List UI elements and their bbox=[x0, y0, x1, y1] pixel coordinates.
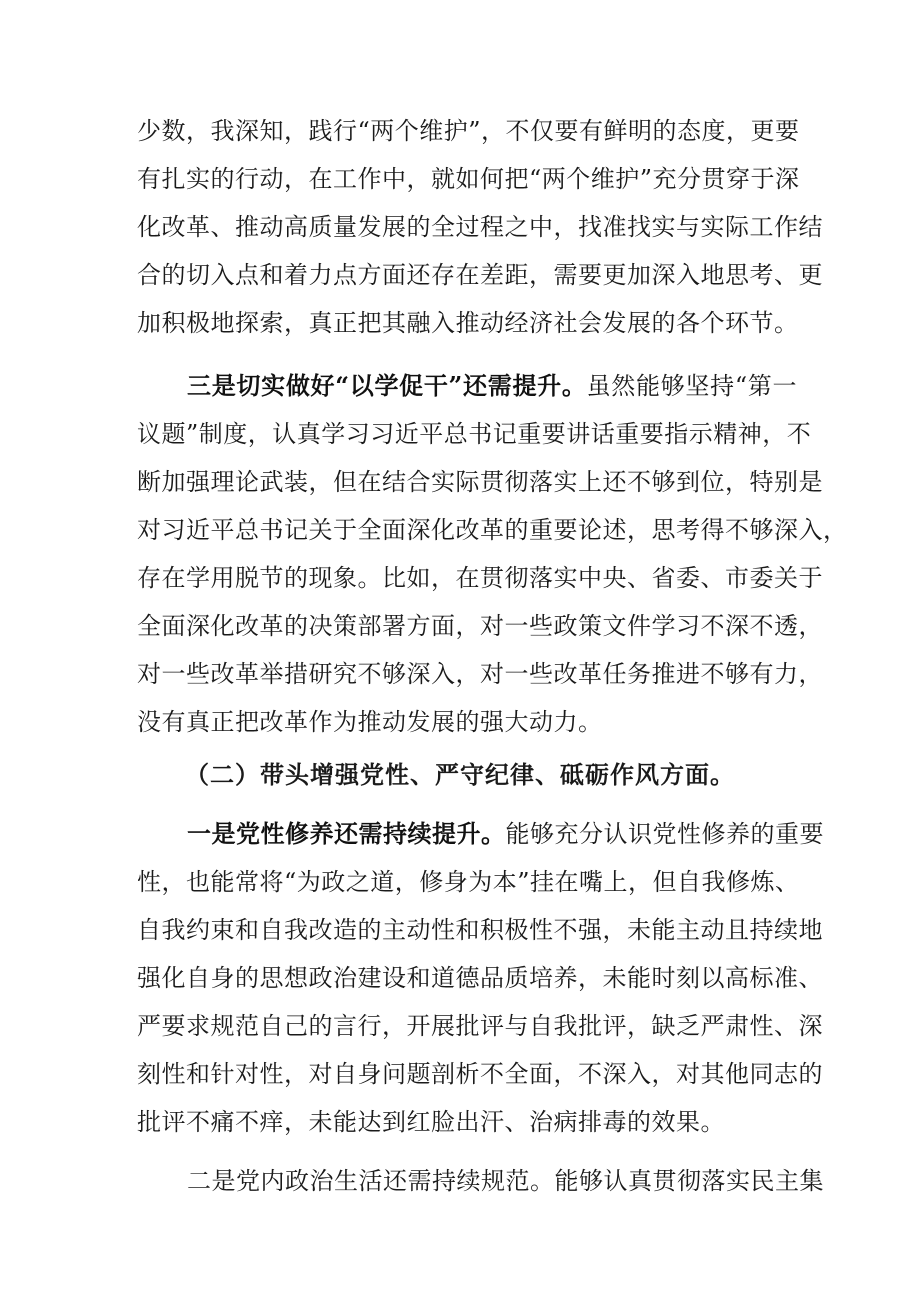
paragraph-2-line-6: 全面深化改革的决策部署方面，对一些政策文件学习不深不透， bbox=[137, 612, 823, 640]
paragraph-2-line-2: 议题”制度，认真学习习近平总书记重要讲话重要指示精神，不 bbox=[137, 420, 812, 448]
paragraph-2-first-rest: 虽然能够坚持“第一 bbox=[586, 372, 797, 400]
paragraph-2-line-1 bbox=[187, 362, 797, 410]
paragraph-2-line-7: 对一些改革举措研究不够深入，对一些改革任务推进不够有力， bbox=[137, 660, 823, 688]
paragraph-1-line-3: 化改革、推动高质量发展的全过程之中，找准找实与实际工作结 bbox=[137, 213, 823, 241]
paragraph-3-line-3: 自我约束和自我改造的主动性和积极性不强，未能主动且持续地 bbox=[137, 916, 823, 944]
paragraph-1-line-2: 有扎实的行动，在工作中，就如何把“两个维护”充分贯穿于深 bbox=[137, 165, 800, 193]
paragraph-4-line-1: 二是党内政治生活还需持续规范。能够认真贯彻落实民主集 bbox=[187, 1167, 824, 1195]
paragraph-3-line-4: 强化自身的思想政治建设和道德品质培养，未能时刻以高标准、 bbox=[137, 964, 823, 992]
paragraph-3-line-1 bbox=[187, 810, 824, 858]
paragraph-1-line-4: 合的切入点和着力点方面还存在差距，需要更加深入地思考、更 bbox=[137, 261, 823, 289]
paragraph-2-lead: 三是切实做好“以学促干”还需提升。 bbox=[187, 371, 587, 400]
paragraph-3-line-5: 严要求规范自己的言行，开展批评与自我批评，缺乏严肃性、深 bbox=[137, 1012, 823, 1040]
paragraph-2-line-8: 没有真正把改革作为推动发展的强大动力。 bbox=[137, 708, 603, 736]
paragraph-2-line-3: 断加强理论武装，但在结合实际贯彻落实上还不够到位，特别是 bbox=[137, 468, 823, 496]
paragraph-2-line-4: 对习近平总书记关于全面深化改革的重要论述，思考得不够深入， bbox=[137, 516, 848, 544]
section-heading: （二）带头增强党性、严守纪律、砥砺作风方面。 bbox=[185, 760, 735, 789]
paragraph-3-line-2: 性，也能常将“为政之道，修身为本”挂在嘴上，但自我修炼、 bbox=[137, 868, 800, 896]
paragraph-3-line-6: 刻性和针对性，对自身问题剖析不全面，不深入，对其他同志的 bbox=[137, 1060, 823, 1088]
paragraph-3-line-7: 批评不痛不痒，未能达到红脸出汗、治病排毒的效果。 bbox=[137, 1108, 725, 1136]
paragraph-3-lead: 一是党性修养还需持续提升。 bbox=[187, 819, 506, 848]
paragraph-3-first-rest: 能够充分认识党性修养的重要 bbox=[505, 820, 824, 848]
paragraph-1-line-1: 少数，我深知，践行“两个维护”，不仅要有鲜明的态度，更要 bbox=[137, 117, 800, 145]
paragraph-2-line-5: 存在学用脱节的现象。比如，在贯彻落实中央、省委、市委关于 bbox=[137, 564, 823, 592]
paragraph-1-line-5: 加积极地探索，真正把其融入推动经济社会发展的各个环节。 bbox=[137, 309, 799, 337]
